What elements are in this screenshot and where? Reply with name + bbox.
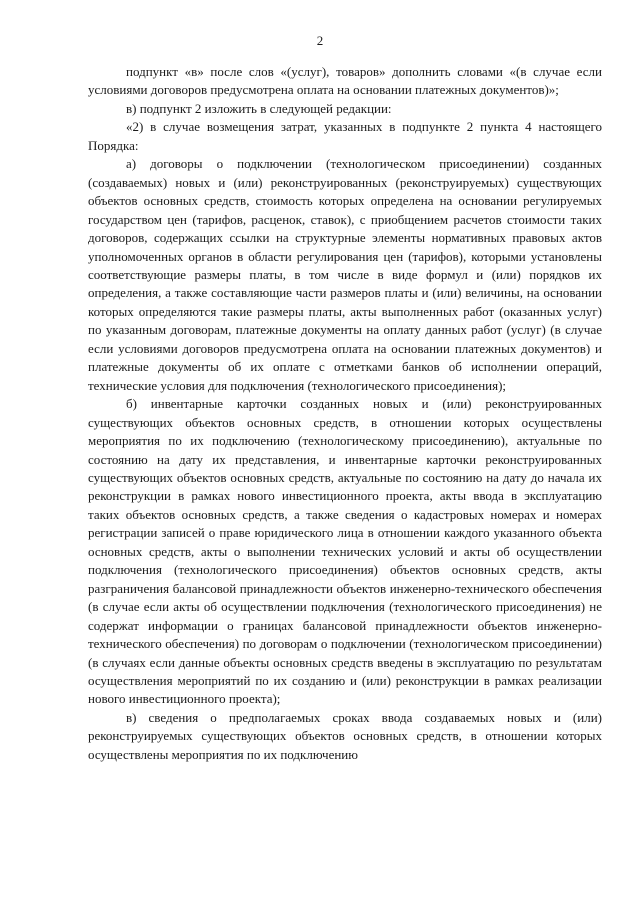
paragraph-item-v: в) сведения о предполагаемых сроках ввода создаваемых новых и (или) реконструируемых существующих объектов основных средств, в отношении которых осуществлены мероприятия по их подключению: [88, 709, 602, 762]
document-body: [88, 63, 602, 764]
paragraph-subitem-2-intro: в) подпункт 2 изложить в следующей редакции:: [126, 100, 392, 116]
paragraph-item-2: «2) в случае возмещения затрат, указанных в подпункте 2 пункта 4 настоящего Порядка:: [88, 119, 602, 153]
paragraph-amend-v: подпункт «в» после слов «(услуг), товаров» дополнить словами «(в случае если условиями договоров предусмотрена оплата на основании платежных документов)»;: [88, 64, 602, 98]
page-number: 2: [316, 33, 324, 48]
paragraph-item-a: а) договоры о подключении (технологическом присоединении) созданных (создаваемых) новых и (или) реконструированных (реконструируемых) существующих объектов основных средств, стоимость которых определена на основании регулируемых государством цен (тарифов, расценок, ставок), с приобщением расчетов стоимости таких договоров, содержащих ссылки на структурные элементы нормативных правовых актов уполномоченных органов в области регулирования цен (тарифов), которыми установлены соответствующие размеры платы, в том числе в виде формул и (или) порядков их определения, а также составляющие части размеров платы и (или) величины, на основании которых определяются такие размеры платы, акты выполненных работ (оказанных услуг) по указанным договорам, платежные документы на оплату данных работ (услуг) (в случае если условиями договоров предусмотрена оплата на основании платежных документов) и платежные документы об их оплате с отметками банков об исполнении операций, технические условия для подключения (технологического присоединения);: [88, 156, 602, 393]
paragraph-item-b: б) инвентарные карточки созданных новых и (или) реконструированных существующих объектов основных средств, в отношении которых осуществлены мероприятия по их подключению (технологическому присоединению), актуальные по состоянию на дату их представления, и инвентарные карточки реконструированных существующих объектов основных средств, актуальные по состоянию на дату до начала их реконструкции в рамках нового инвестиционного проекта, акты ввода в эксплуатацию таких объектов основных средств, а также сведения о кадастровых номерах и номерах регистрации записей о праве юридического лица в отношении каждого указанного объекта основных средств, акты о выполнении технических условий и акты об осуществлении подключения (технологического присоединения) объектов основных средств, акты разграничения балансовой принадлежности объектов инженерно-технического обеспечения (в случае если акты об осуществлении подключения (технологического присоединения) не содержат информации о границах балансовой принадлежности объектов инженерно-технического обеспечения) по договорам о подключении (технологическом присоединении) (в случаях если данные объекты основных средств введены в эксплуатацию по результатам осуществления мероприятий по их созданию и (или) реконструкции в рамках реализации нового инвестиционного проекта);: [88, 396, 602, 707]
